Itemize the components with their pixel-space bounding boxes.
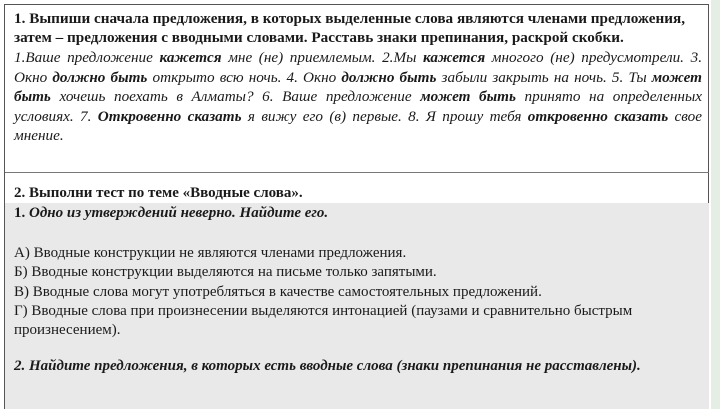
option-a: А) Вводные конструкции не являются членами предложения. [14, 245, 407, 261]
sentence-text: хочешь поехать в Алматы? 6. Ваше предложение [50, 88, 421, 105]
highlighted-phrase: должно быть [341, 68, 437, 86]
sentence-text: мне (не) приемлемым. 2.Мы [221, 49, 424, 66]
sentence-text: свое мнение. [14, 107, 702, 144]
highlighted-phrase: Откровенно сказать [97, 107, 242, 125]
sentence-text: принято на определенных условиях. 7. [14, 88, 702, 125]
answer-options [14, 244, 706, 340]
highlighted-phrase: может быть [420, 88, 516, 105]
highlighted-phrase: может быть [14, 68, 702, 105]
question-1-text: Одно из утверждений неверно. Найдите его. [29, 205, 329, 221]
question-1 [14, 205, 328, 222]
section-divider [5, 172, 709, 173]
question-2: 2. Найдите предложения, в которых есть вводные слова (знаки препинания не расставлены). [14, 358, 641, 374]
highlighted-phrase: должно быть [52, 68, 148, 86]
task1-block [14, 9, 702, 146]
sentence-text: забыли закрыть на ночь. 5. Ты [436, 68, 652, 86]
highlighted-phrase: кажется [423, 49, 486, 66]
sentence-text: открыто всю ночь. 4. Окно [147, 68, 342, 86]
sentence-text: многого (не) предусмотрели. 3. Окно [14, 49, 702, 86]
highlighted-phrase: откровенно сказать [527, 107, 669, 125]
task2-title: 2. Выполни тест по теме «Вводные слова». [14, 185, 303, 201]
sentence-text: я вижу его (в) первые. 8. Я прошу тебя [241, 107, 528, 125]
task1-sentences [14, 48, 702, 146]
highlighted-phrase: кажется [159, 49, 222, 66]
sentence-text: 1.Ваше предложение [14, 49, 160, 66]
option-d: Г) Вводные слова при произнесении выделяются интонацией (паузами и сравнительно быстрым произнесением). [14, 302, 633, 339]
page-edge-strip [711, 0, 720, 409]
option-b: Б) Вводные конструкции выделяются на письме только запятыми. [14, 264, 437, 281]
option-c: В) Вводные слова могут употребляться в качестве самостоятельных предложений. [14, 283, 542, 300]
question-1-number: 1. [14, 205, 26, 221]
task1-title: 1. Выпиши сначала предложения, в которых выделенные слова являются членами предложения, затем – предложения с вводными словами. Расставь знаки препинания, раскрой скобки. [14, 10, 685, 46]
